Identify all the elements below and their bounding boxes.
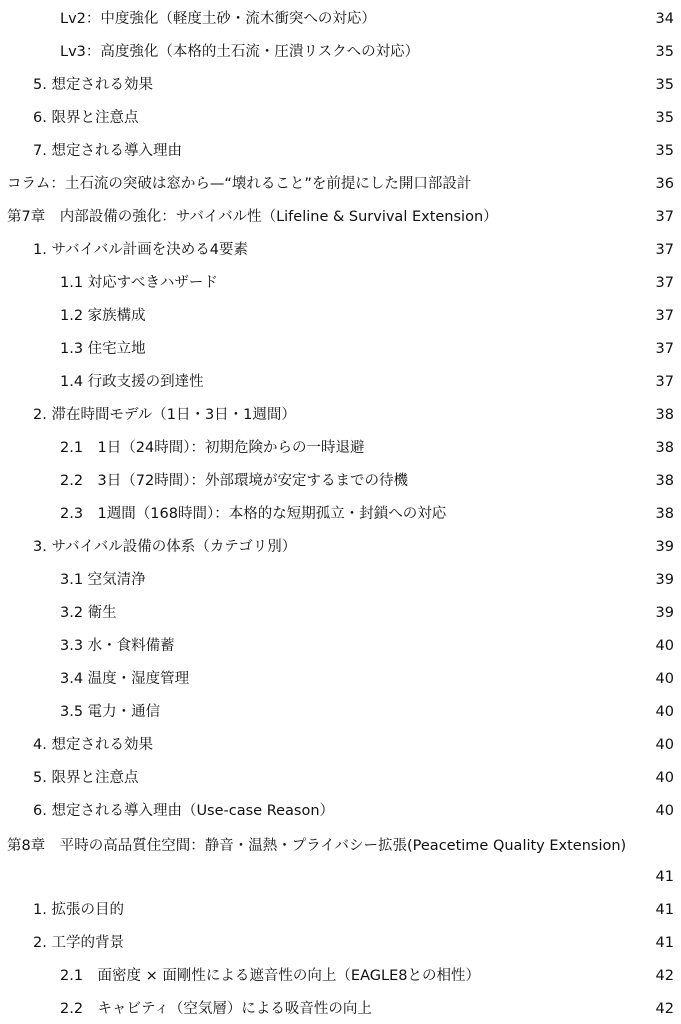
toc-entry-title: 2.2 3日（72時間）：外部環境が安定するまでの待機	[60, 473, 408, 489]
toc-entry-page: 38	[655, 506, 674, 522]
toc-entry-title: 1. 拡張の目的	[33, 902, 124, 918]
toc-entry-title: 2. 工学的背景	[33, 935, 124, 951]
toc-entry-page: 37	[655, 242, 674, 258]
toc-entry-page: 36	[655, 176, 674, 192]
toc-entry-page: 41	[655, 869, 674, 885]
toc-entry-title: 1. サバイバル計画を決める4要素	[33, 242, 249, 258]
toc-entry-page: 39	[655, 605, 674, 621]
toc-entry[interactable]	[0, 403, 681, 427]
toc-entry[interactable]	[0, 766, 681, 790]
toc-entry-page: 40	[655, 704, 674, 720]
toc-entry-title: 3.3 水・食料備蓄	[60, 638, 175, 654]
toc-entry-page: 37	[655, 275, 674, 291]
toc-entry-page: 35	[655, 110, 674, 126]
toc-entry-title: 2.3 1週間（168時間）：本格的な短期孤立・封鎖への対応	[60, 506, 447, 522]
toc-entry-page: 40	[655, 671, 674, 687]
toc-entry-page: 38	[655, 440, 674, 456]
toc-entry-title: 6. 想定される導入理由（Use-case Reason）	[33, 803, 335, 819]
toc-entry-page: 37	[655, 209, 674, 225]
toc-entry-page: 34	[655, 11, 674, 27]
toc-entry-page: 39	[655, 572, 674, 588]
toc-entry-title: 2.2 キャビティ（空気層）による吸音性の向上	[60, 1001, 372, 1017]
toc-entry-title: 3.1 空気清浄	[60, 572, 146, 588]
toc-entry-page: 40	[655, 737, 674, 753]
toc-entry[interactable]	[0, 238, 681, 262]
toc-entry[interactable]	[0, 106, 681, 130]
toc-entry[interactable]	[0, 601, 681, 625]
toc-entry[interactable]	[0, 502, 681, 526]
toc-entry[interactable]	[0, 834, 681, 858]
toc-entry[interactable]	[0, 337, 681, 361]
toc-entry-title: 7. 想定される導入理由	[33, 143, 182, 159]
toc-entry[interactable]	[0, 634, 681, 658]
toc-entry-page: 35	[655, 44, 674, 60]
toc-entry-page: 40	[655, 770, 674, 786]
toc-entry-title: 2.1 面密度 × 面剛性による遮音性の向上（EAGLE8との相性）	[60, 968, 480, 984]
toc-entry-page: 38	[655, 473, 674, 489]
toc-entry[interactable]	[0, 469, 681, 493]
toc-entry-page: 37	[655, 341, 674, 357]
toc-entry-page: 38	[655, 407, 674, 423]
toc-entry[interactable]	[0, 73, 681, 97]
toc-entry-page: 37	[655, 374, 674, 390]
toc-entry-title: 5. 想定される効果	[33, 77, 153, 93]
toc-entry[interactable]	[0, 205, 681, 229]
toc-entry-title: 1.2 家族構成	[60, 308, 146, 324]
toc-entry[interactable]	[0, 700, 681, 724]
toc-entry-title: 2. 滞在時間モデル（1日・3日・1週間）	[33, 407, 296, 423]
toc-entry-title: 3.2 衛生	[60, 605, 117, 621]
toc-entry[interactable]	[0, 271, 681, 295]
toc-entry[interactable]	[0, 535, 681, 559]
toc-entry[interactable]	[0, 7, 681, 31]
toc-entry-title: 4. 想定される効果	[33, 737, 153, 753]
toc-entry-title: 第8章 平時の高品質住空間：静音・温熱・プライバシー拡張(Peacetime Quality Extension)	[7, 838, 627, 854]
toc-entry-title: 1.1 対応すべきハザード	[60, 275, 218, 291]
toc-entry-page: 41	[655, 935, 674, 951]
toc-entry[interactable]	[0, 436, 681, 460]
toc-entry[interactable]	[0, 568, 681, 592]
toc-entry[interactable]	[0, 139, 681, 163]
toc-entry[interactable]	[0, 931, 681, 955]
toc-entry-page: 42	[655, 1001, 674, 1017]
toc-entry-page: 35	[655, 143, 674, 159]
toc-entry-title: 3. サバイバル設備の体系（カテゴリ別）	[33, 539, 297, 555]
toc-entry[interactable]	[0, 865, 681, 889]
toc-entry-page: 41	[655, 902, 674, 918]
toc-entry-title: 5. 限界と注意点	[33, 770, 139, 786]
toc-entry-title: 2.1 1日（24時間）：初期危険からの一時退避	[60, 440, 365, 456]
toc-entry-title: 6. 限界と注意点	[33, 110, 139, 126]
toc-entry-title: Lv3：高度強化（本格的土石流・圧潰リスクへの対応）	[60, 44, 420, 60]
toc-entry-title: 第7章 内部設備の強化：サバイバル性（Lifeline & Survival Extension）	[7, 209, 498, 225]
toc-entry[interactable]	[0, 304, 681, 328]
toc-entry-title: 1.3 住宅立地	[60, 341, 146, 357]
toc-entry[interactable]	[0, 964, 681, 988]
toc-entry[interactable]	[0, 370, 681, 394]
toc-entry-page: 40	[655, 638, 674, 654]
toc-entry-title: 3.4 温度・湿度管理	[60, 671, 190, 687]
toc-entry-title: 3.5 電力・通信	[60, 704, 161, 720]
toc-entry-title: 1.4 行政支援の到達性	[60, 374, 204, 390]
toc-entry[interactable]	[0, 172, 681, 196]
toc-entry[interactable]	[0, 997, 681, 1021]
toc-entry-page: 35	[655, 77, 674, 93]
toc-entry[interactable]	[0, 733, 681, 757]
toc-entry-title: コラム：土石流の突破は窓から—“壊れること”を前提にした開口部設計	[7, 176, 472, 192]
toc-entry[interactable]	[0, 799, 681, 823]
toc-entry-title: Lv2：中度強化（軽度土砂・流木衝突への対応）	[60, 11, 376, 27]
toc-entry-page: 40	[655, 803, 674, 819]
toc-entry-page: 37	[655, 308, 674, 324]
toc-entry[interactable]	[0, 667, 681, 691]
toc-entry[interactable]	[0, 40, 681, 64]
toc-entry[interactable]	[0, 898, 681, 922]
toc-entry-page: 42	[655, 968, 674, 984]
toc-entry-page: 39	[655, 539, 674, 555]
